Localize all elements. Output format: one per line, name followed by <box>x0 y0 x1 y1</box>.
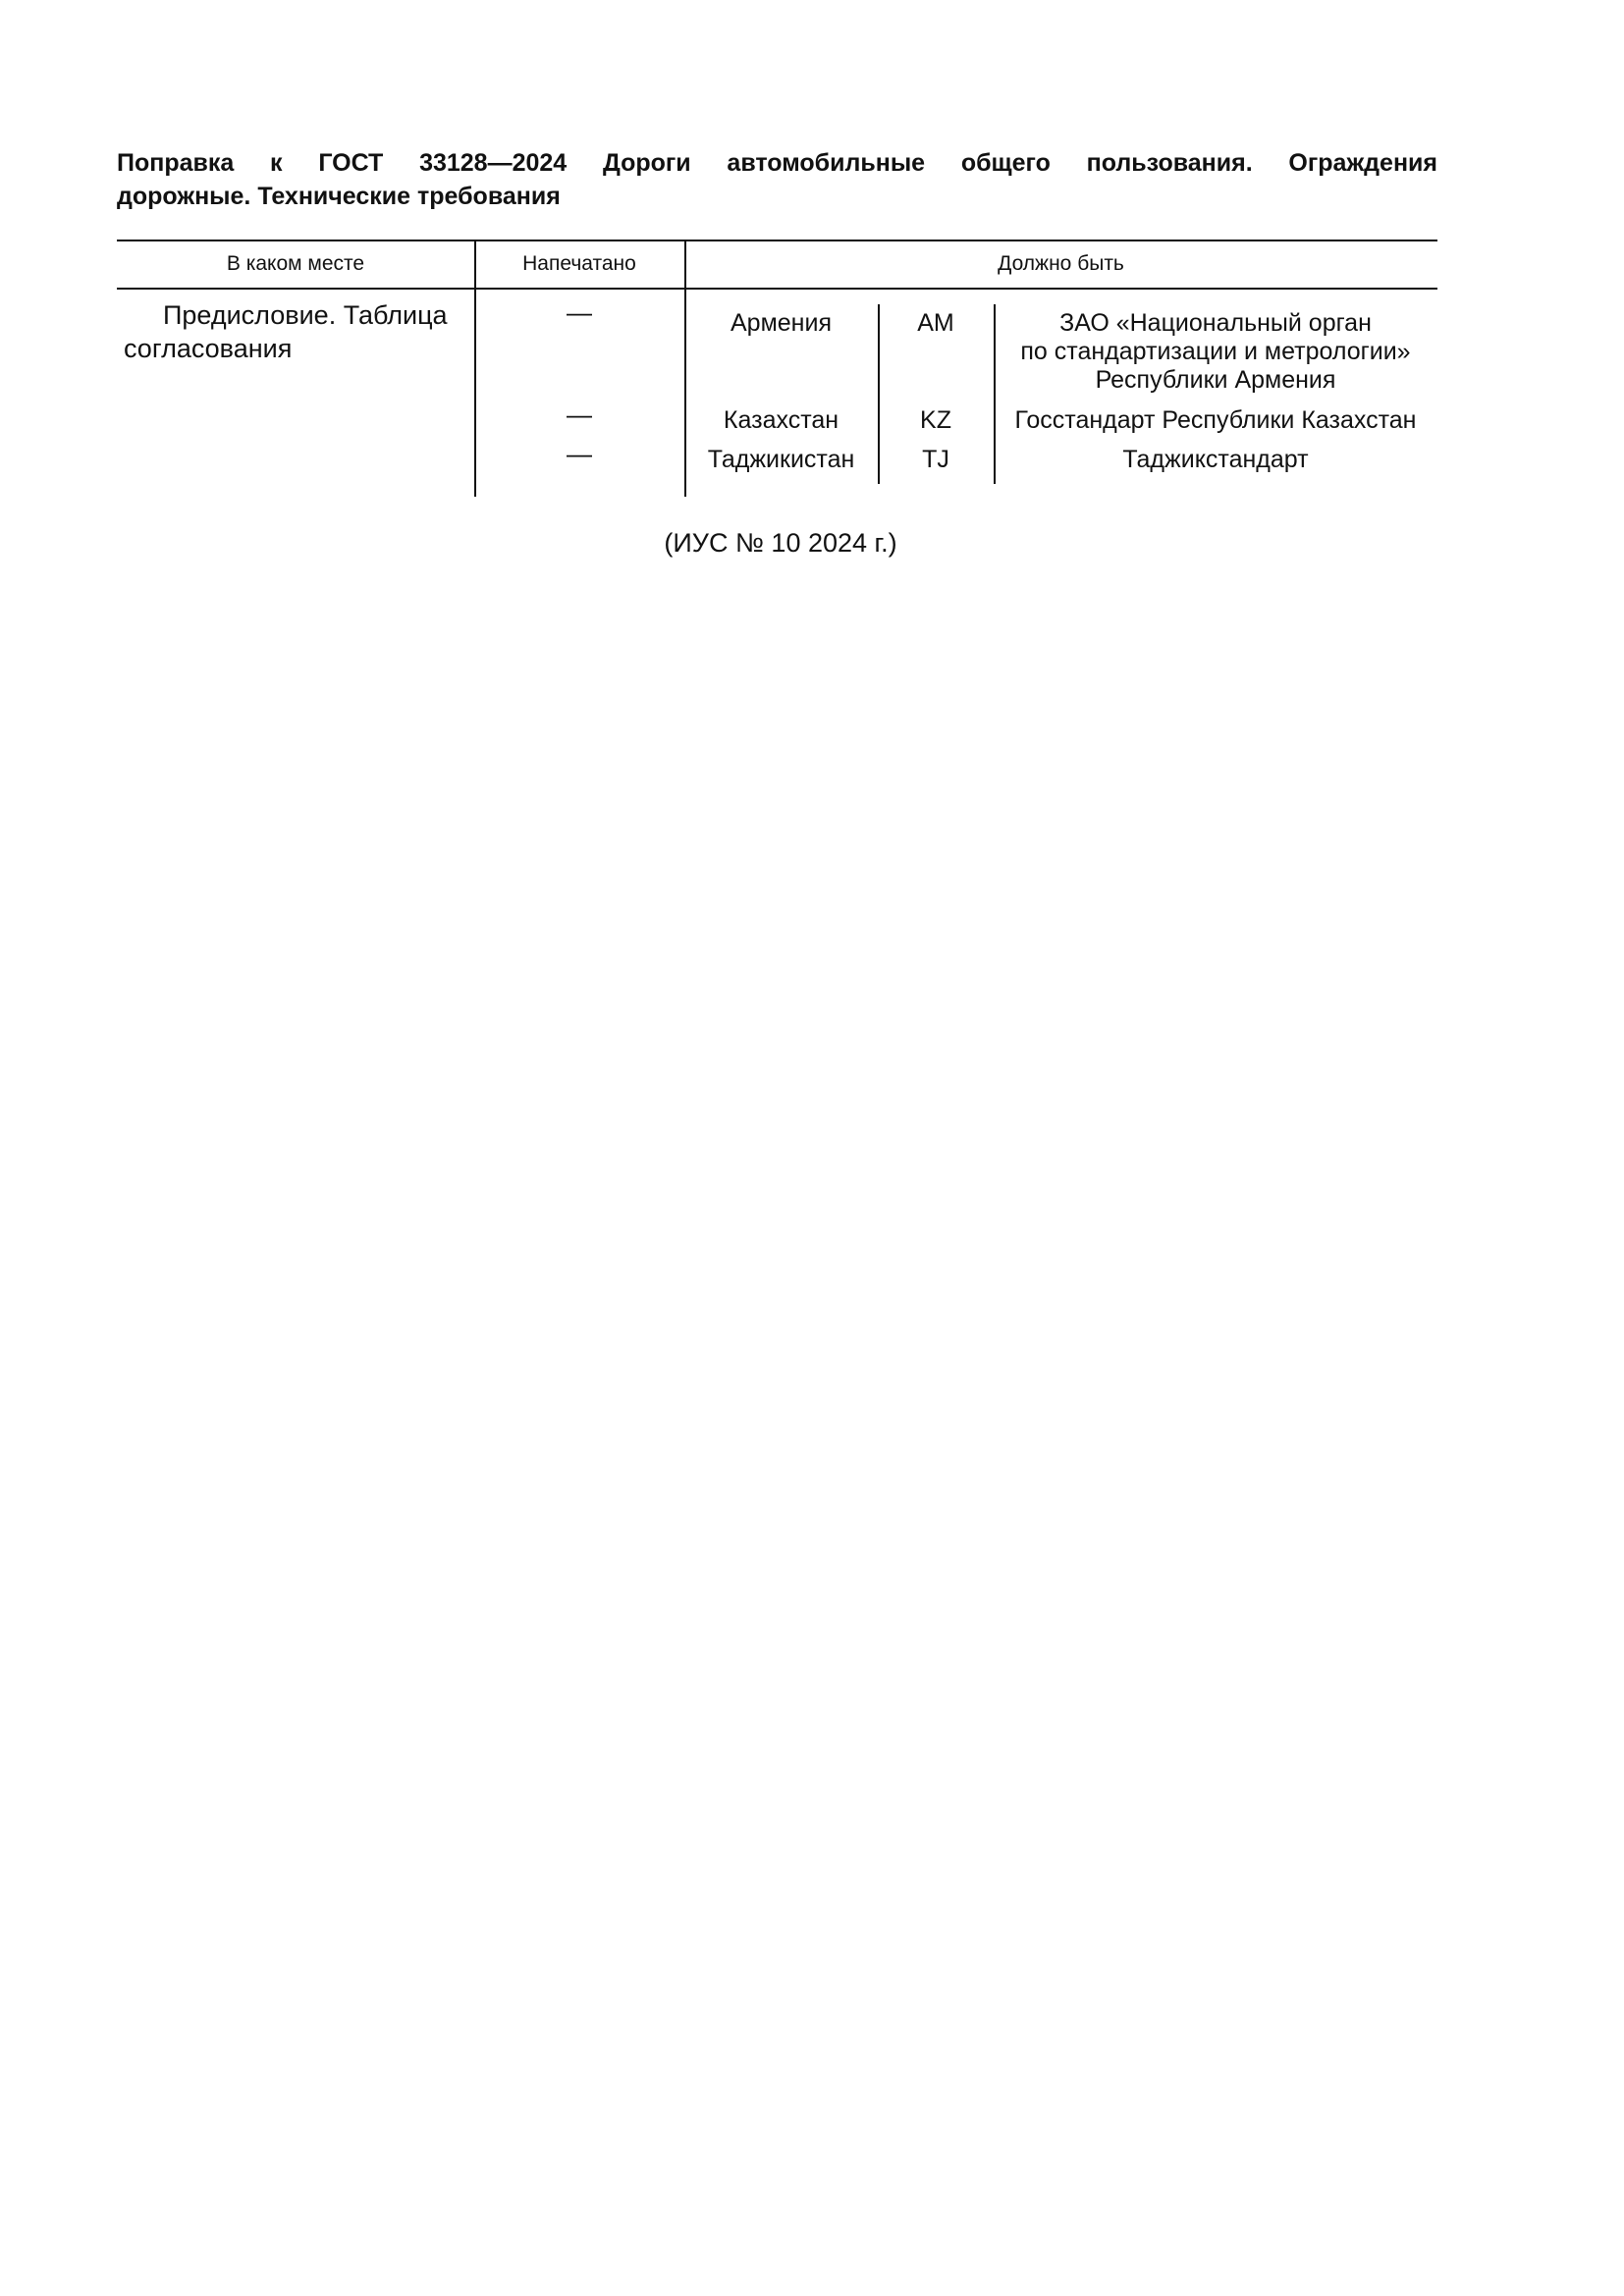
where-cell: Предисловие. Таблица согласования <box>124 300 448 363</box>
organization-armenia-line-2: по стандартизации и метрологии» <box>1020 338 1411 365</box>
title-line-2: дорожные. Технические требования <box>117 183 561 210</box>
table-top-rule <box>117 240 1437 241</box>
organization-kazakhstan: Госстандарт Республики Казахстан <box>1014 406 1417 434</box>
country-armenia: Армения <box>731 309 832 337</box>
title-line-1: Поправка к ГОСТ 33128—2024 Дороги автомобильные общего пользования. Ограждения <box>117 149 1437 177</box>
code-armenia: AM <box>917 309 954 337</box>
country-tajikistan: Таджикистан <box>707 446 855 473</box>
table-header-rule <box>117 288 1437 290</box>
header-should-be: Должно быть <box>998 252 1124 275</box>
organization-tajikistan: Таджикстандарт <box>1122 446 1309 473</box>
amendment-table <box>117 240 1437 497</box>
document-title <box>117 146 1437 213</box>
printed-dash-kazakhstan: — <box>567 400 592 429</box>
header-printed: Напечатано <box>522 252 636 275</box>
organization-armenia-line-3: Республики Армения <box>1095 366 1336 394</box>
code-kazakhstan: KZ <box>920 406 951 434</box>
organization-armenia-line-1: ЗАО «Национальный орган <box>1059 309 1372 337</box>
code-tajikistan: TJ <box>922 446 949 473</box>
header-where: В каком месте <box>226 252 365 275</box>
country-kazakhstan: Казахстан <box>723 406 839 434</box>
printed-dash-tajikistan: — <box>567 439 592 468</box>
printed-dash-armenia: — <box>567 297 592 327</box>
ius-reference-note: (ИУС № 10 2024 г.) <box>664 528 897 558</box>
